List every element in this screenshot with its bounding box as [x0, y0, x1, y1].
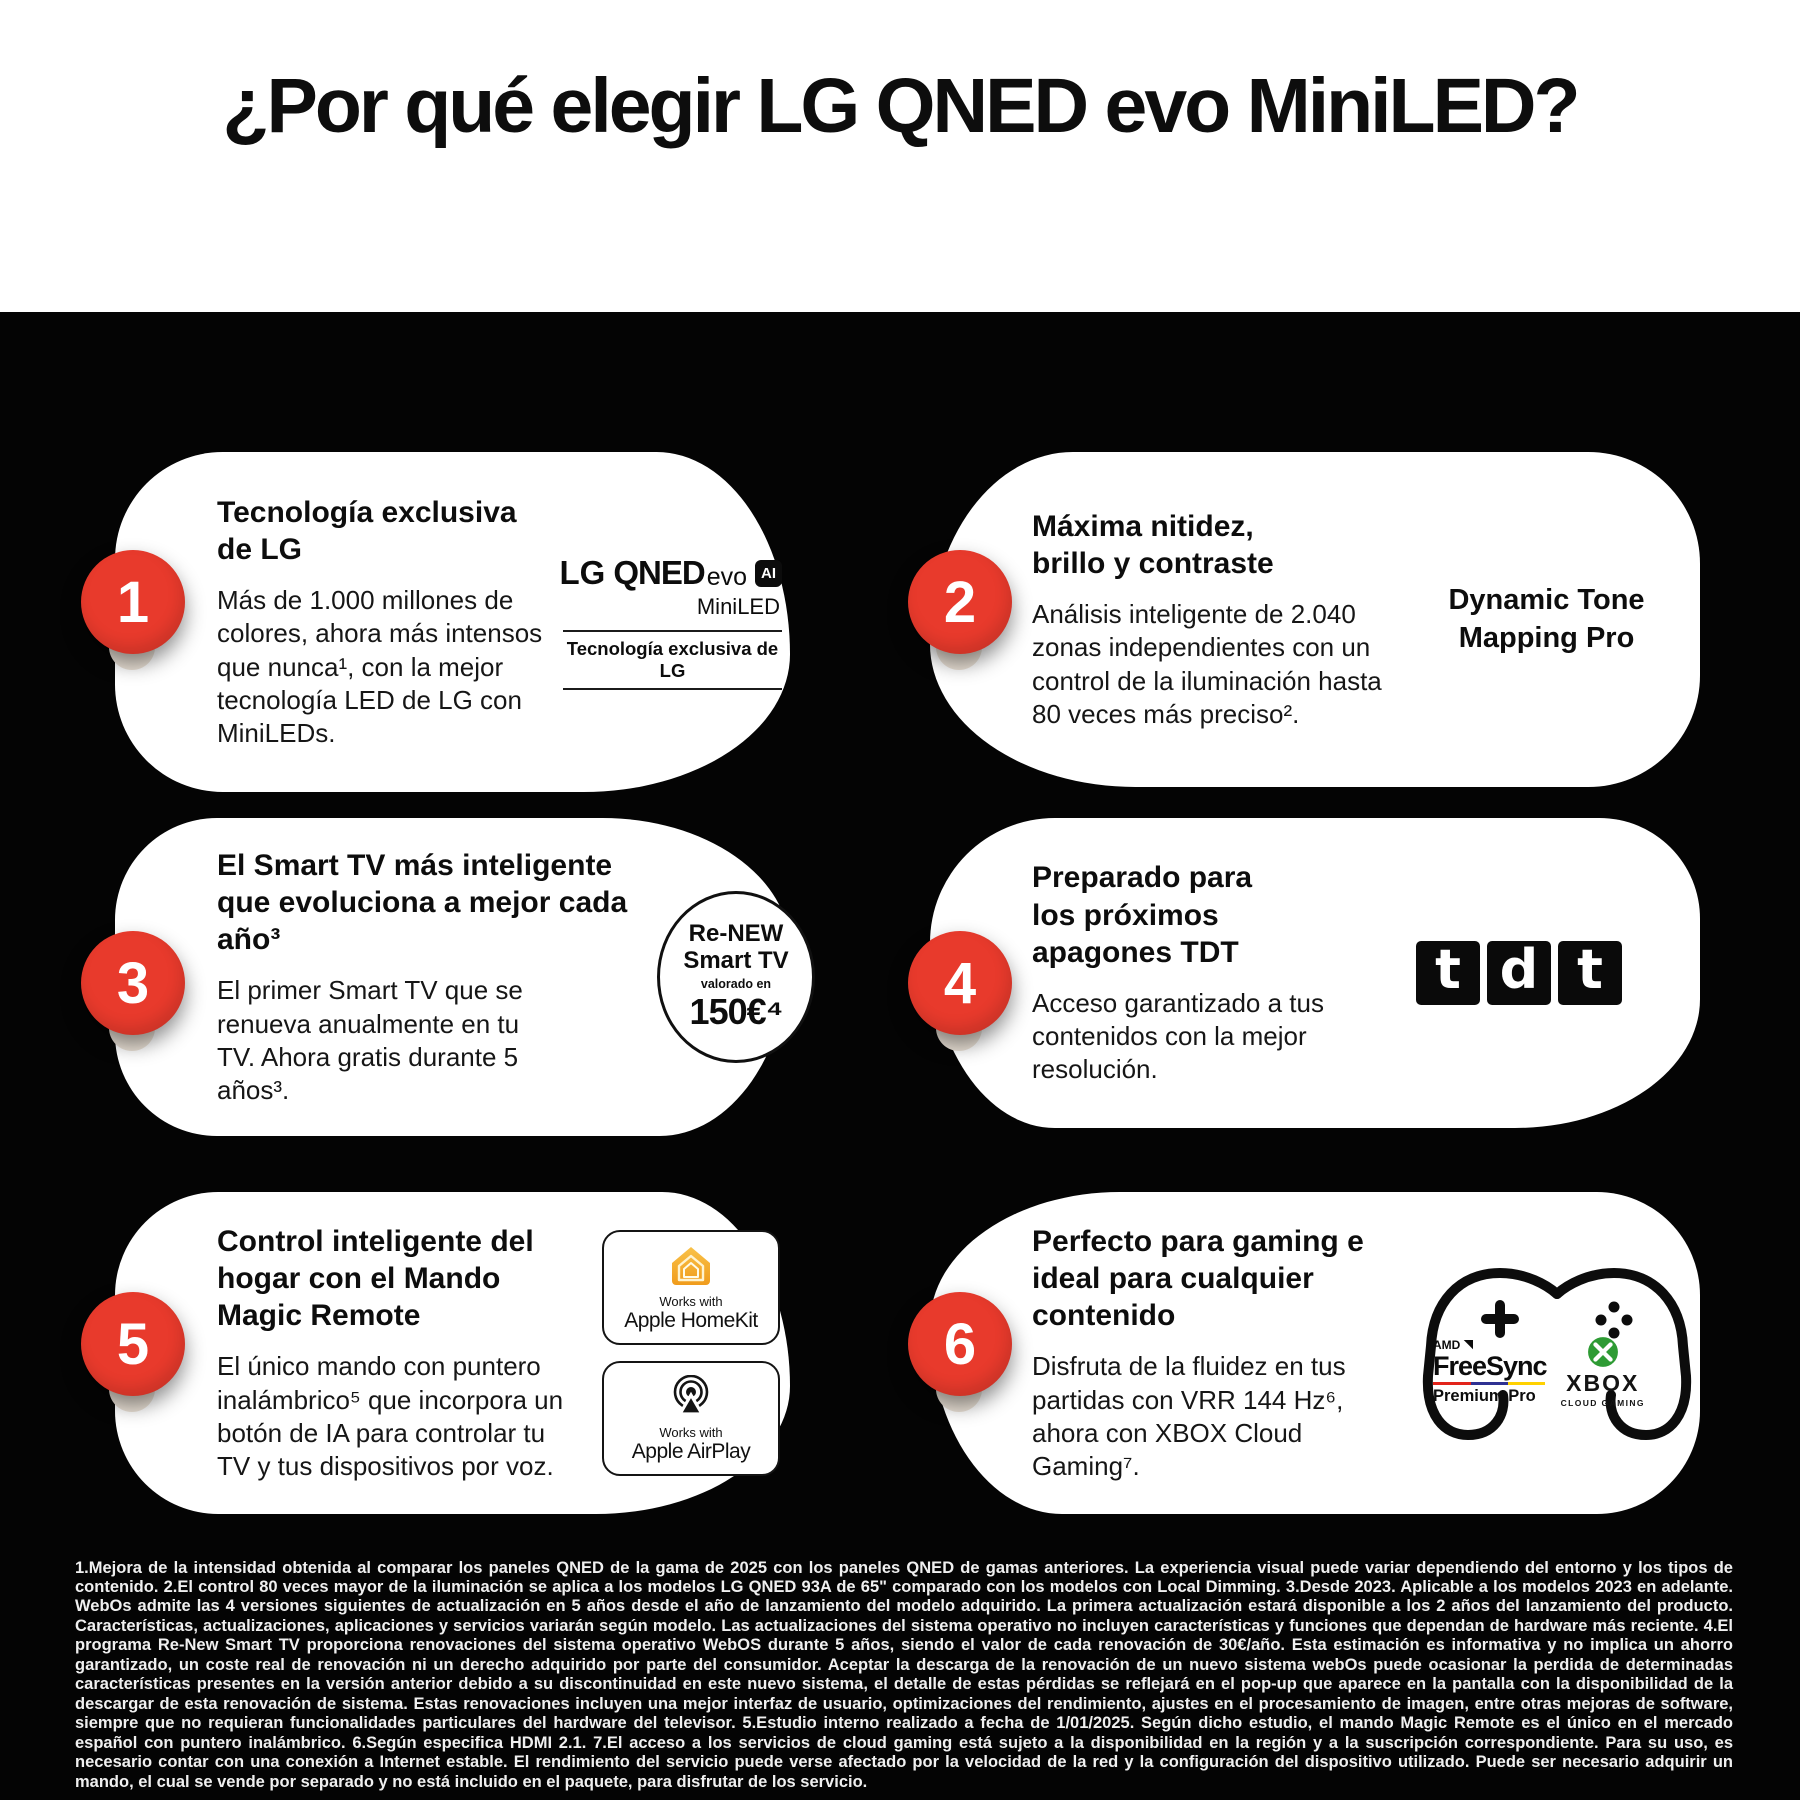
card-5-visual [602, 1230, 780, 1476]
card-tdt [930, 818, 1700, 1128]
airplay-works-with: Works with [659, 1425, 723, 1440]
airplay-icon [668, 1375, 714, 1419]
renew-value: 150€⁴ [689, 991, 783, 1033]
card-exclusive-technology [115, 452, 790, 792]
xbox-cloud-gaming-label: CLOUD GAMING [1560, 1398, 1645, 1408]
card-2-body: Análisis inteligente de 2.040 zonas independientes con un control de la iluminación hasta 80 veces más preciso². [1032, 599, 1382, 729]
tdt-logo [1416, 938, 1622, 1005]
miniled-wordmark: MiniLED [696, 594, 780, 619]
card-5-title: Control inteligente del hogar con el Mando Magic Remote [217, 1224, 534, 1333]
card-4-text [1032, 859, 1362, 1086]
card-3-text [217, 847, 647, 1108]
homekit-name: Apple HomeKit [624, 1309, 758, 1332]
card-gaming [930, 1192, 1700, 1514]
card-1-visual [559, 554, 782, 690]
card-2-text [1032, 508, 1417, 731]
card-6-title: Perfecto para gaming e ideal para cualquier contenido [1032, 1224, 1364, 1333]
card-4-visual [1372, 938, 1666, 1005]
xbox-sphere-icon [1587, 1336, 1619, 1368]
card-2-title: Máxima nitidez, brillo y contraste [1032, 509, 1274, 580]
number-badge: 1 [81, 550, 185, 654]
number-badge: 4 [908, 931, 1012, 1035]
page-title: ¿Por qué elegir LG QNED evo MiniLED? [222, 63, 1578, 149]
lg-qned-logo-row [560, 554, 782, 592]
amd-arrow-icon [1463, 1340, 1473, 1350]
apple-airplay-badge [602, 1361, 780, 1476]
feature-number-6 [908, 1292, 1012, 1396]
freesync-label: FreeSync [1433, 1350, 1547, 1381]
card-smart-tv [115, 818, 790, 1136]
game-controller-graphic [1407, 1258, 1707, 1448]
homekit-house-icon [668, 1244, 714, 1288]
homekit-works-with: Works with [659, 1294, 723, 1309]
xbox-label: XBOX [1566, 1370, 1640, 1396]
lg-wordmark: LG [559, 554, 606, 591]
amd-brand-row [1433, 1338, 1473, 1352]
card-6-text [1032, 1223, 1397, 1484]
number-badge: 6 [908, 1292, 1012, 1396]
freesync-color-bar [1433, 1382, 1545, 1386]
feature-number-1 [81, 550, 185, 654]
renew-line3: valorado en [700, 977, 772, 992]
dynamic-tone-mapping-label: Dynamic Tone Mapping Pro [1448, 583, 1645, 654]
feature-number-3 [81, 931, 185, 1035]
card-6-visual [1407, 1258, 1707, 1448]
amd-label: AMD [1433, 1337, 1461, 1352]
feature-number-2 [908, 550, 1012, 654]
renew-line2: Smart TV [683, 946, 789, 974]
card-2-visual [1427, 582, 1666, 657]
number-badge: 3 [81, 931, 185, 1035]
feature-number-4 [908, 931, 1012, 1035]
card-5-text [217, 1223, 592, 1484]
evo-wordmark: evo [706, 563, 747, 591]
card-3-title: El Smart TV más inteligente que evoluciona a mejor cada año³ [217, 848, 628, 957]
tdt-tile-t2: t [1558, 941, 1622, 1005]
header [0, 0, 1800, 312]
card-magic-remote [115, 1192, 790, 1514]
lg-qned-logo [559, 554, 782, 690]
gaming-logos [1433, 1336, 1683, 1408]
card-3-visual [657, 891, 815, 1063]
ai-chip-icon: AI [755, 560, 782, 587]
tdt-tile-d: d [1487, 941, 1551, 1005]
card-4-body: Acceso garantizado a tus contenidos con la mejor resolución. [1032, 987, 1324, 1085]
feature-number-5 [81, 1292, 185, 1396]
card-5-body: El único mando con puntero inalámbrico⁵ que incorpora un botón de IA para controlar tu TV y tus dispositivos por voz. [217, 1351, 564, 1482]
renew-line1: Re-NEW [688, 919, 784, 947]
card-1-title: Tecnología exclusiva de LG [217, 495, 517, 566]
card-6-body: Disfruta de la fluidez en tus partidas con VRR 144 Hz⁶, ahora con XBOX Cloud Gaming⁷. [1032, 1351, 1346, 1482]
tdt-tile-t1: t [1416, 941, 1480, 1005]
number-badge: 5 [81, 1292, 185, 1396]
amd-freesync-logo [1433, 1338, 1547, 1407]
airplay-name: Apple AirPlay [631, 1440, 751, 1463]
card-3-body: El primer Smart TV que se renueva anualmente en tu TV. Ahora gratis durante 5 años³. [217, 975, 523, 1106]
renew-smarttv-badge [657, 891, 815, 1063]
card-1-text [217, 494, 557, 751]
apple-badges [602, 1230, 780, 1476]
number-badge: 2 [908, 550, 1012, 654]
card-1-body: Más de 1.000 millones de colores, ahora más intensos que nunca¹, con la mejor tecnología LED de LG con MiniLEDs. [217, 585, 543, 749]
qned-wordmark: QNED [613, 554, 705, 591]
lg-logo-caption: Tecnología exclusiva de LG [563, 630, 782, 690]
card-4-title: Preparado para los próximos apagones TDT [1032, 861, 1253, 969]
apple-homekit-badge [602, 1230, 780, 1345]
card-brightness-contrast [930, 452, 1700, 787]
legal-fine-print: 1.Mejora de la intensidad obtenida al comparar los paneles QNED de la gama de 2025 con los paneles QNED de gamas anteriores. La experiencia visual puede variar dependiendo del entorno y los tipos de contenido. 2.El control 80 veces mayor de la iluminación se aplica a los modelos LG QNED 93A de 65" comparado con los modelos con Local Dimming. 3.Desde 2023. Aplicable a los modelos 2023 en adelante. WebOs admite las 4 versiones siguientes de actualización en 5 años desde el año de lanzamiento del modelo adquirido. La primera actualización estará disponible a los 2 años del lanzamiento del producto. Características, actualizaciones, aplicaciones y servicios variarán según modelo. Las actualizaciones del sistema operativo no incluyen características y funciones que dependan de hardware más reciente. 4.El programa Re-New Smart TV proporciona renovaciones del sistema operativo WebOS durante 5 años, siendo el valor de cada renovación de 30€/año. Esta estimación es informativa y no implica un ahorro garantizado, un coste real de renovación ni un derecho adquirido por parte del consumidor. Aceptar la descarga de la renovación de un nuevo sistema webOs puede ocasionar la perdida de determinadas características presentes en la versión anterior debido a su discontinuidad en este nuevo sistema, el detalle de estas pérdidas se reflejará en el pop-up que aparece en la pantalla con la disponibilidad de la descargar de esta renovación de sistema. Estas renovaciones incluyen una mejor interfaz de usuario, optimizaciones del rendimiento, ajustes en el procesamiento de imagen, entre otras mejoras de software, siempre que no requieran funcionalidades particulares del hardware del televisor. 5.Estudio interno realizado a fecha de 1/01/2025. Según dicho estudio, el mando Magic Remote es el único en el mercado español con puntero inalámbrico. 6.Según especifica HDMI 2.1. 7.El acceso a los servicios de cloud gaming está sujeto a la disponibilidad en la región y a la suscripción correspondiente. Para su uso, es necesario contar con una conexión a Internet estable. El rendimiento del servicio puede verse afectado por la velocidad de la red y la configuración del dispositivo utilizado. Puede ser necesario adquirir un mando, el cual se vende por separado y no está incluido en el paquete, para disfrutar de los servicio. [75, 1558, 1733, 1791]
freesync-tier-label: Premium Pro [1433, 1387, 1536, 1406]
xbox-cloud-gaming-logo [1561, 1336, 1645, 1408]
